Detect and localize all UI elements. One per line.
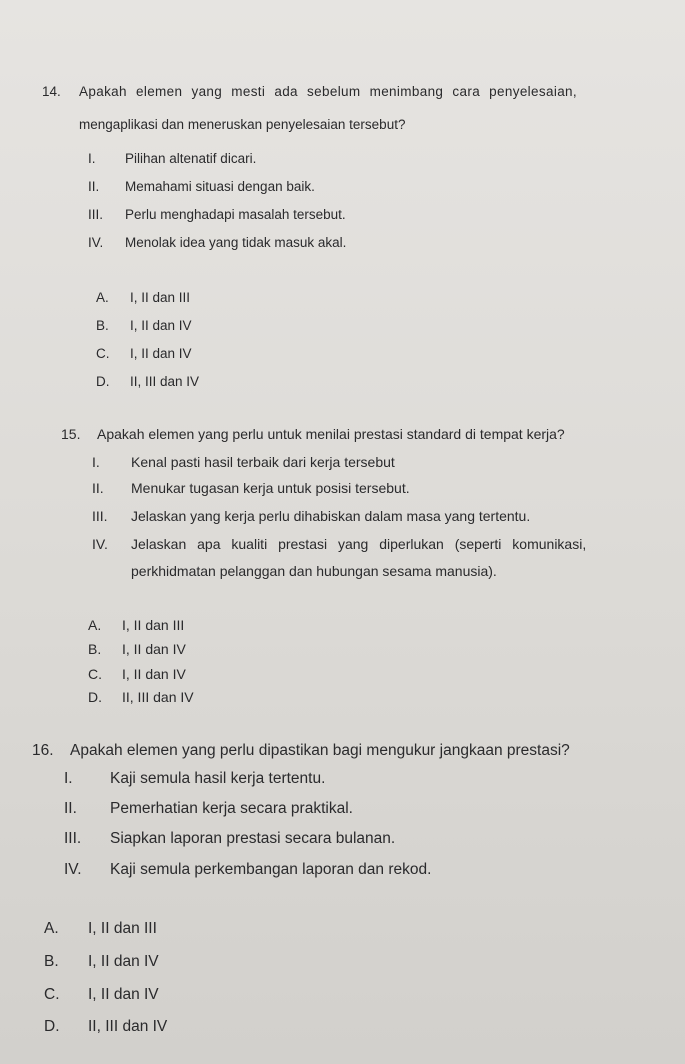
statement-roman-ii: II. (64, 800, 77, 817)
option-letter-c: C. (44, 986, 60, 1003)
option-text-d: II, III dan IV (130, 374, 200, 389)
option-text-b: I, II dan IV (88, 953, 159, 970)
statement-text-iii: Jelaskan yang kerja perlu dihabiskan dalam masa yang tertentu. (131, 508, 531, 524)
statement-roman-iv: IV. (88, 235, 104, 250)
statement-roman-iii: III. (88, 207, 104, 222)
option-text-b: I, II dan IV (122, 641, 186, 657)
question-text-line-1: Apakah elemen yang perlu untuk menilai prestasi standard di tempat kerja? (97, 426, 565, 442)
option-text-a: I, II dan III (88, 920, 157, 937)
statement-roman-i: I. (88, 151, 96, 166)
statement-text-iii: Siapkan laporan prestasi secara bulanan. (110, 830, 396, 847)
statement-text-iv: Jelaskan apa kualiti prestasi yang diperlukan (seperti komunikasi, (131, 536, 587, 552)
statement-text-iii: Perlu menghadapi masalah tersebut. (125, 207, 346, 222)
statement-roman-iii: III. (92, 508, 108, 524)
option-letter-d: D. (44, 1018, 60, 1035)
statement-roman-i: I. (64, 770, 73, 787)
statement-text-i: Pilihan altenatif dicari. (125, 151, 257, 166)
statement-roman-iv: IV. (92, 536, 108, 552)
option-text-c: I, II dan IV (130, 346, 192, 361)
statement-text-iv: Kaji semula perkembangan laporan dan rekod. (110, 861, 432, 878)
statement-text-ii: Memahami situasi dengan baik. (125, 179, 315, 194)
option-letter-c: C. (88, 666, 102, 682)
statement-text-ii: Pemerhatian kerja secara praktikal. (110, 800, 353, 817)
option-letter-a: A. (96, 290, 109, 305)
statement-text-i: Kaji semula hasil kerja tertentu. (110, 770, 326, 787)
option-text-b: I, II dan IV (130, 318, 192, 333)
question-number: 14. (42, 84, 61, 99)
option-letter-d: D. (88, 689, 102, 705)
statement-text-iv: Menolak idea yang tidak masuk akal. (125, 235, 347, 250)
option-letter-d: D. (96, 374, 110, 389)
statement-roman-ii: II. (88, 179, 100, 194)
statement-roman-ii: II. (92, 480, 104, 496)
option-letter-c: C. (96, 346, 110, 361)
option-letter-a: A. (44, 920, 59, 937)
option-letter-a: A. (88, 617, 102, 633)
option-text-c: I, II dan IV (122, 666, 186, 682)
option-text-d: II, III dan IV (88, 1018, 168, 1035)
statement-roman-iii: III. (64, 830, 82, 847)
question-number: 16. (32, 742, 54, 759)
statement-roman-iv: IV. (64, 861, 82, 878)
option-letter-b: B. (96, 318, 109, 333)
option-text-a: I, II dan III (122, 617, 185, 633)
question-text-line-2: mengaplikasi dan meneruskan penyelesaian tersebut? (79, 117, 406, 132)
statement-text-ii: Menukar tugasan kerja untuk posisi tersebut. (131, 480, 410, 496)
statement-text-i: Kenal pasti hasil terbaik dari kerja tersebut (131, 454, 395, 470)
question-number: 15. (61, 426, 81, 442)
option-text-a: I, II dan III (130, 290, 191, 305)
option-text-d: II, III dan IV (122, 689, 194, 705)
option-letter-b: B. (88, 641, 102, 657)
question-text-line-1: Apakah elemen yang mesti ada sebelum menimbang cara penyelesaian, (79, 84, 578, 99)
question-text-line-1: Apakah elemen yang perlu dipastikan bagi mengukur jangkaan prestasi? (70, 742, 570, 759)
statement-text-iv-continued: perkhidmatan pelanggan dan hubungan sesama manusia). (131, 563, 497, 579)
option-letter-b: B. (44, 953, 59, 970)
option-text-c: I, II dan IV (88, 986, 159, 1003)
statement-roman-i: I. (92, 454, 100, 470)
